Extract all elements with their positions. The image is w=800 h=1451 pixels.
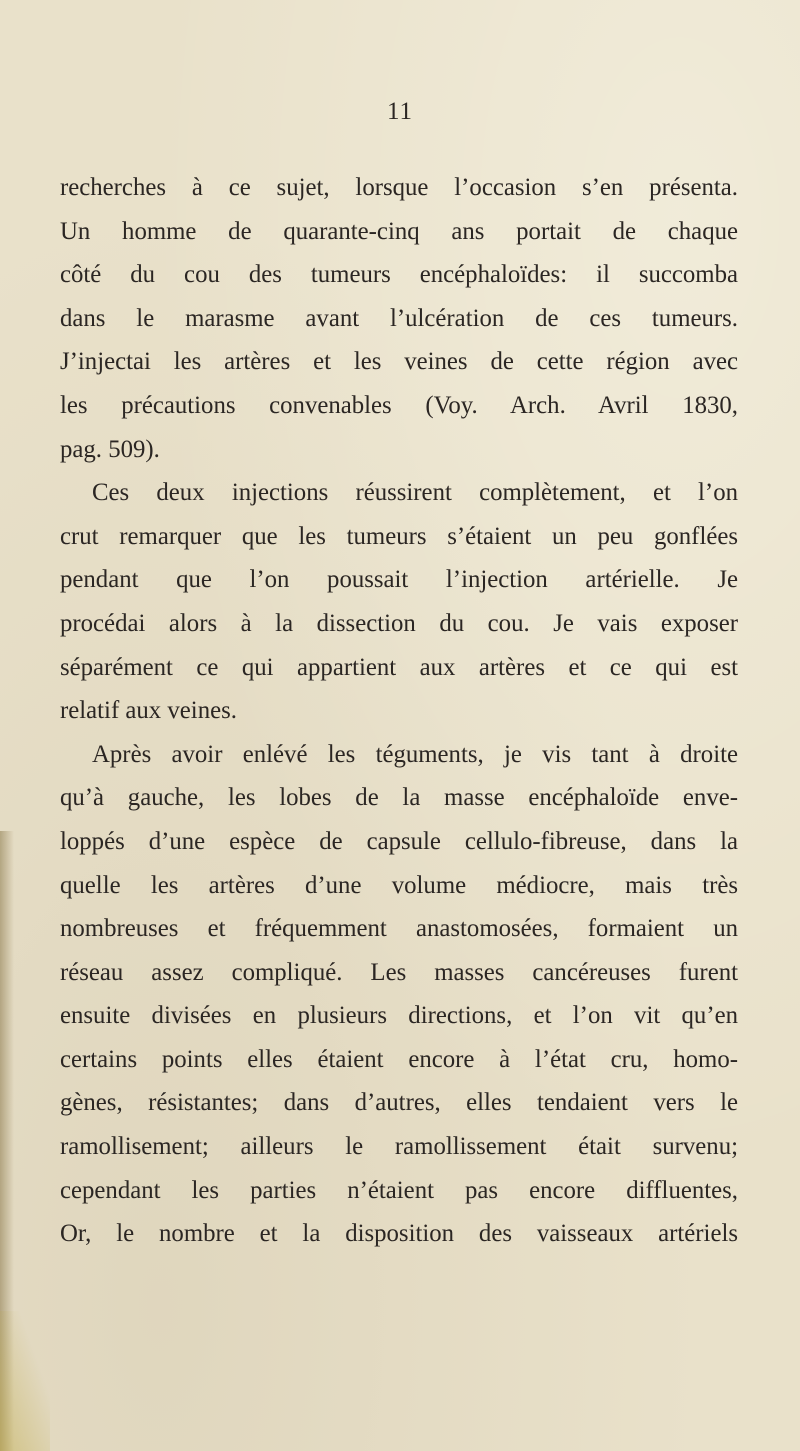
text-line: dans le marasme avant l’ulcération de ces tumeurs.: [60, 304, 738, 332]
text-line: crut remarquer que les tumeurs s’étaient un peu gonflées: [60, 522, 738, 550]
text-line: recherches à ce sujet, lorsque l’occasion s’en présenta.: [60, 174, 738, 201]
text-line: Un homme de quarante-cinq ans portait de chaque: [60, 217, 738, 245]
text-line: Or, le nombre et la disposition des vaisseaux artériels: [60, 1220, 738, 1248]
text-line: ramollisement; ailleurs le ramollissement était survenu;: [60, 1133, 738, 1161]
text-line: qu’à gauche, les lobes de la masse encéphaloïde enve-: [60, 784, 738, 812]
text-line: procédai alors à la dissection du cou. Je vais exposer: [60, 609, 738, 637]
text-line: pag. 509).: [60, 435, 160, 463]
text-line: séparément ce qui appartient aux artères et ce qui est: [60, 653, 738, 681]
text-line: relatif aux veines.: [60, 697, 237, 725]
text-line: nombreuses et fréquemment anastomosées, formaient un: [60, 915, 738, 943]
text-line: les précautions convenables (Voy. Arch. Avril 1830,: [60, 391, 738, 419]
text-line: loppés d’une espèce de capsule cellulo-fibreuse, dans la: [60, 827, 738, 855]
text-line: quelle les artères d’une volume médiocre, mais très: [60, 871, 738, 899]
text-line: J’injectai les artères et les veines de cette région avec: [60, 348, 738, 376]
text-line: Après avoir enlévé les téguments, je vis tant à droite: [92, 740, 738, 768]
page-corner-stain: [0, 1311, 50, 1451]
text-line: gènes, résistantes; dans d’autres, elles tendaient vers le: [60, 1089, 738, 1117]
text-line: cependant les parties n’étaient pas encore diffluentes,: [60, 1176, 738, 1204]
text-line: côté du cou des tumeurs encéphaloïdes: il succomba: [60, 261, 738, 289]
text-line: certains points elles étaient encore à l’état cru, homo-: [60, 1045, 738, 1073]
page-number: 11: [386, 98, 414, 125]
text-line: réseau assez compliqué. Les masses cancéreuses furent: [60, 958, 738, 986]
text-line: pendant que l’on poussait l’injection artérielle. Je: [60, 566, 738, 594]
text-line: Ces deux injections réussirent complètement, et l’on: [92, 479, 738, 507]
text-line: ensuite divisées en plusieurs directions, et l’on vit qu’en: [60, 1002, 738, 1030]
body-text: [60, 166, 738, 1256]
